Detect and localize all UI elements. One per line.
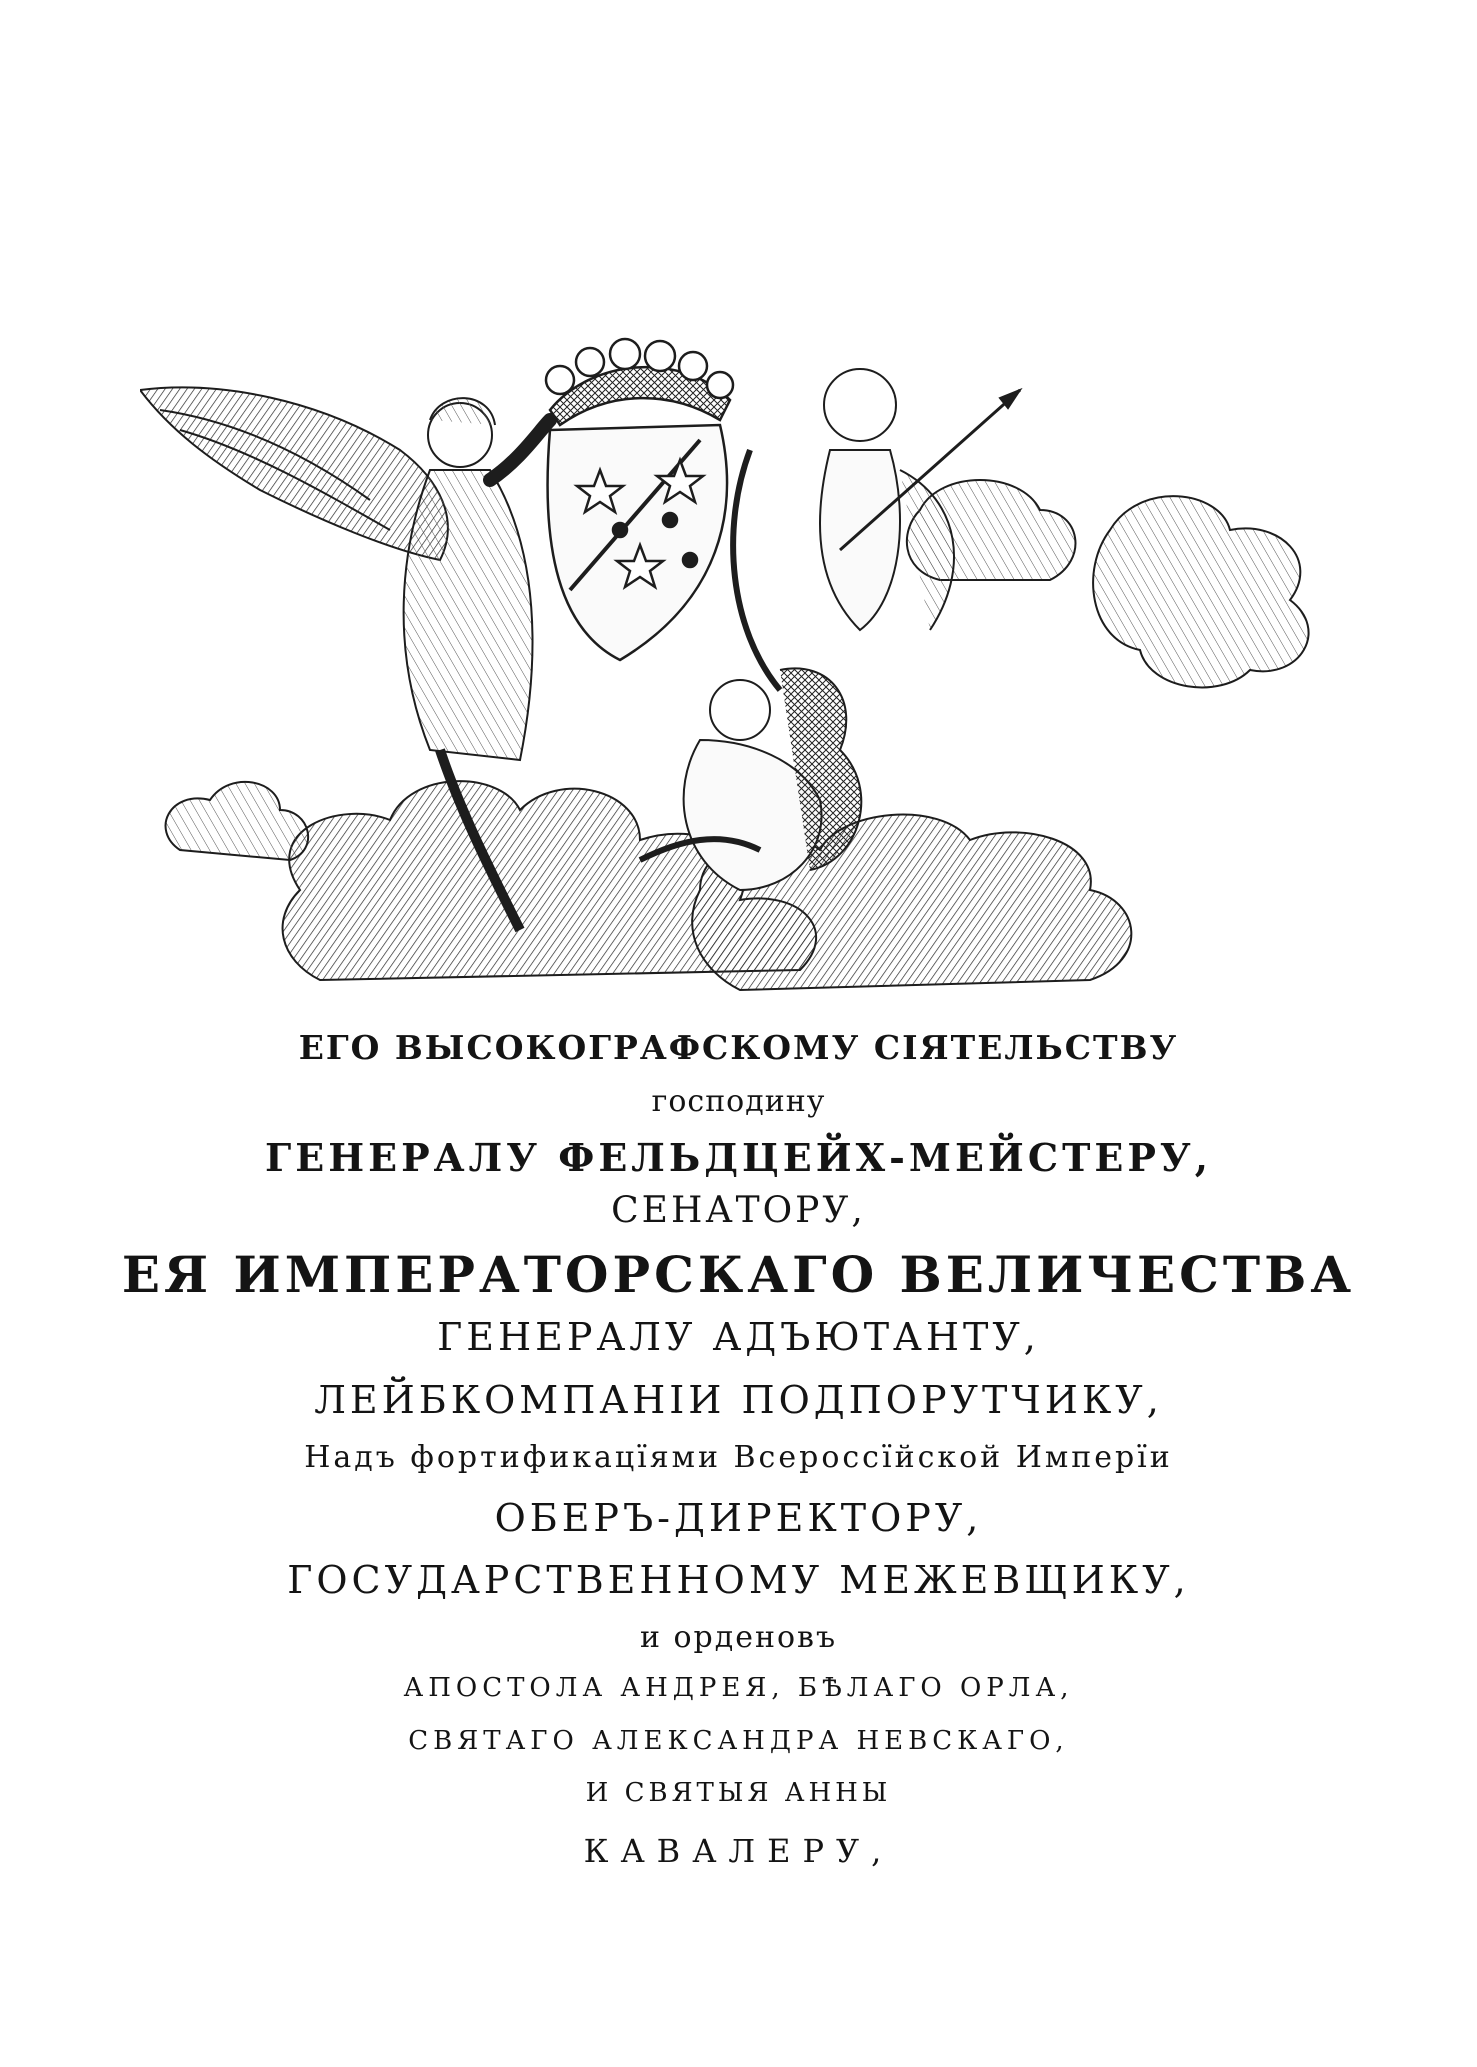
crown (546, 339, 733, 425)
dedication-line-13: СВЯТАГО АЛЕКСАНДРА НЕВСКАГО, (408, 1726, 1069, 1756)
engraved-vignette-illustration (140, 330, 1380, 1030)
dedication-line-2: господину (651, 1084, 826, 1119)
dedication-line-3: ГЕНЕРАЛУ ФЕЛЬДЦЕЙХ-МЕЙСТЕРУ, (265, 1135, 1212, 1180)
dedication-line-7: ЛЕЙБКОМПАНІИ ПОДПОРУТЧИКУ, (314, 1378, 1163, 1422)
dedication-line-15: КАВАЛЕРУ, (583, 1832, 894, 1870)
dedication-line-12: АПОСТОЛА АНДРЕЯ, БѢЛАГО ОРЛА, (403, 1673, 1074, 1703)
dedication-line-1: ЕГО ВЫСОКОГРАФСКОМУ СІЯТЕЛЬСТВУ (298, 1028, 1179, 1067)
angel-wing (140, 388, 448, 561)
dedication-line-11: и орденовъ (639, 1620, 838, 1655)
coat-of-arms-shield (548, 425, 727, 660)
dedication-line-6: ГЕНЕРАЛУ АДЪЮТАНТУ, (437, 1315, 1040, 1359)
dedication-line-10: ГОСУДАРСТВЕННОМУ МЕЖЕВЩИКУ, (287, 1558, 1190, 1602)
dedication-line-4: СЕНАТОРУ, (611, 1190, 866, 1231)
dedication-line-8: Надъ фортификацїями Всероссїйской Имперїи (304, 1440, 1173, 1475)
dedication-line-9: ОБЕРЪ-ДИРЕКТОРУ, (494, 1496, 983, 1540)
dedication-line-14: И СВЯТЫЯ АННЫ (585, 1778, 892, 1808)
dedication-line-5: ЕЯ ИМПЕРАТОРСКАГО ВЕЛИЧЕСТВА (121, 1245, 1356, 1304)
